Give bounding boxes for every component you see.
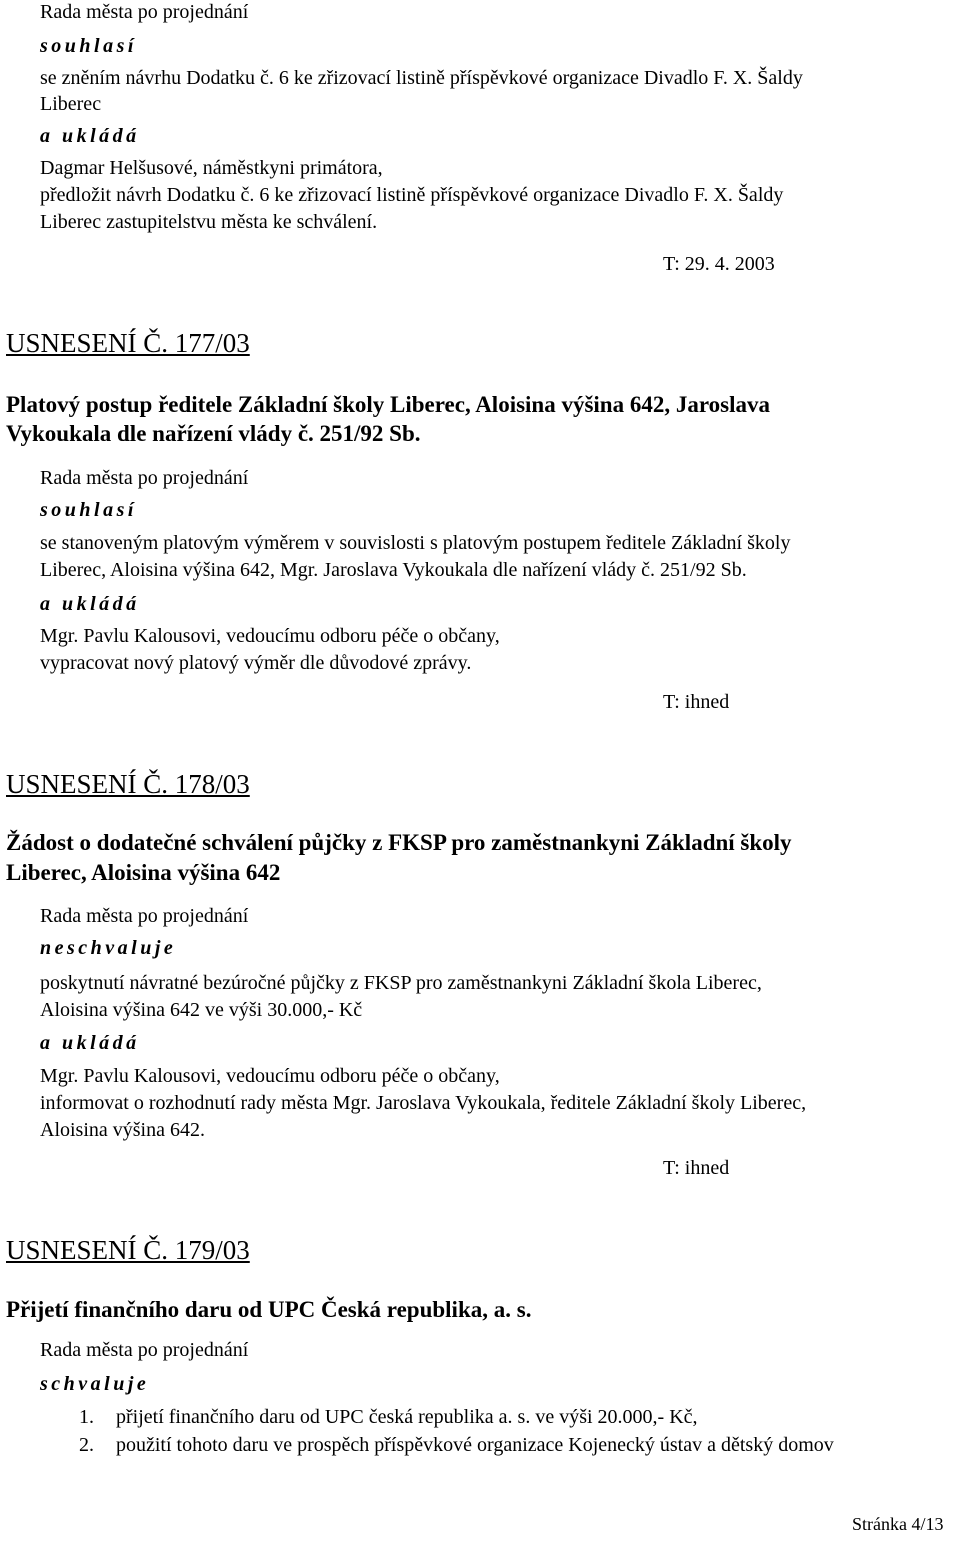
- decision-text: Liberec: [40, 93, 102, 115]
- deadline: T: ihned: [663, 691, 730, 713]
- resolution-heading: USNESENÍ Č. 177/03: [6, 328, 250, 358]
- list-item-text: přijetí finančního daru od UPC česká republika a. s. ve výši 20.000,- Kč,: [116, 1406, 698, 1428]
- resolution-title: Platový postup ředitele Základní školy Liberec, Aloisina výšina 642, Jaroslava: [6, 392, 770, 417]
- decision-verb-orders: a ukládá: [40, 593, 140, 615]
- task-text: vypracovat nový platový výměr dle důvodové zprávy.: [40, 652, 472, 674]
- page-number: Stránka 4/13: [852, 1514, 944, 1534]
- rada-label: Rada města po projednání: [40, 1339, 249, 1361]
- rada-label: Rada města po projednání: [40, 1, 249, 23]
- decision-verb-approves: schvaluje: [40, 1373, 150, 1395]
- resolution-title: Vykoukala dle nařízení vlády č. 251/92 Sb.: [6, 421, 421, 446]
- task-text: informovat o rozhodnutí rady města Mgr. Jaroslava Vykoukala, ředitele Základní školy Liberec,: [40, 1092, 807, 1114]
- decision-text: poskytnutí návratné bezúročné půjčky z FKSP pro zaměstnankyni Základní škola Liberec,: [40, 972, 762, 994]
- decision-verb-rejects: neschvaluje: [40, 937, 177, 959]
- deadline: T: 29. 4. 2003: [663, 253, 775, 275]
- decision-verb-orders: a ukládá: [40, 125, 140, 147]
- resolution-title: Přijetí finančního daru od UPC Česká republika, a. s.: [6, 1297, 532, 1322]
- decision-text: se stanoveným platovým výměrem v souvislosti s platovým postupem ředitele Základní školy: [40, 532, 791, 554]
- task-text: Liberec zastupitelstvu města ke schválení.: [40, 211, 378, 233]
- responsible-person: Mgr. Pavlu Kalousovi, vedoucímu odboru péče o občany,: [40, 1065, 500, 1087]
- resolution-heading: USNESENÍ Č. 179/03: [6, 1235, 250, 1265]
- list-item-text: použití tohoto daru ve prospěch příspěvkové organizace Kojenecký ústav a dětský domov: [116, 1434, 834, 1456]
- list-item-number: 1.: [79, 1406, 94, 1428]
- decision-verb-agrees: souhlasí: [40, 499, 137, 521]
- decision-verb-orders-word: ukládá: [62, 593, 140, 615]
- deadline: T: ihned: [663, 1157, 730, 1179]
- responsible-person: Dagmar Helšusové, náměstkyni primátora,: [40, 157, 383, 179]
- task-text: předložit návrh Dodatku č. 6 ke zřizovací listině příspěvkové organizace Divadlo F. X. Šaldy: [40, 184, 784, 206]
- rada-label: Rada města po projednání: [40, 905, 249, 927]
- decision-verb-orders-word: ukládá: [62, 125, 140, 147]
- decision-verb-orders-word: ukládá: [62, 1032, 140, 1054]
- decision-verb-orders: a ukládá: [40, 1032, 140, 1054]
- resolution-title: Žádost o dodatečné schválení půjčky z FKSP pro zaměstnankyni Základní školy: [6, 830, 792, 855]
- responsible-person: Mgr. Pavlu Kalousovi, vedoucímu odboru péče o občany,: [40, 625, 500, 647]
- list-item: [79, 1405, 698, 1429]
- list-item: [79, 1433, 834, 1457]
- decision-text: Aloisina výšina 642 ve výši 30.000,- Kč: [40, 999, 363, 1021]
- task-text: Aloisina výšina 642.: [40, 1119, 205, 1141]
- rada-label: Rada města po projednání: [40, 467, 249, 489]
- decision-verb-agrees: souhlasí: [40, 35, 137, 57]
- resolution-title: Liberec, Aloisina výšina 642: [6, 860, 281, 885]
- resolution-heading: USNESENÍ Č. 178/03: [6, 769, 250, 799]
- decision-text: Liberec, Aloisina výšina 642, Mgr. Jaroslava Vykoukala dle nařízení vlády č. 251/92 Sb.: [40, 559, 747, 581]
- list-item-number: 2.: [79, 1434, 94, 1456]
- decision-text: se zněním návrhu Dodatku č. 6 ke zřizovací listině příspěvkové organizace Divadlo F. X. Šaldy: [40, 67, 803, 89]
